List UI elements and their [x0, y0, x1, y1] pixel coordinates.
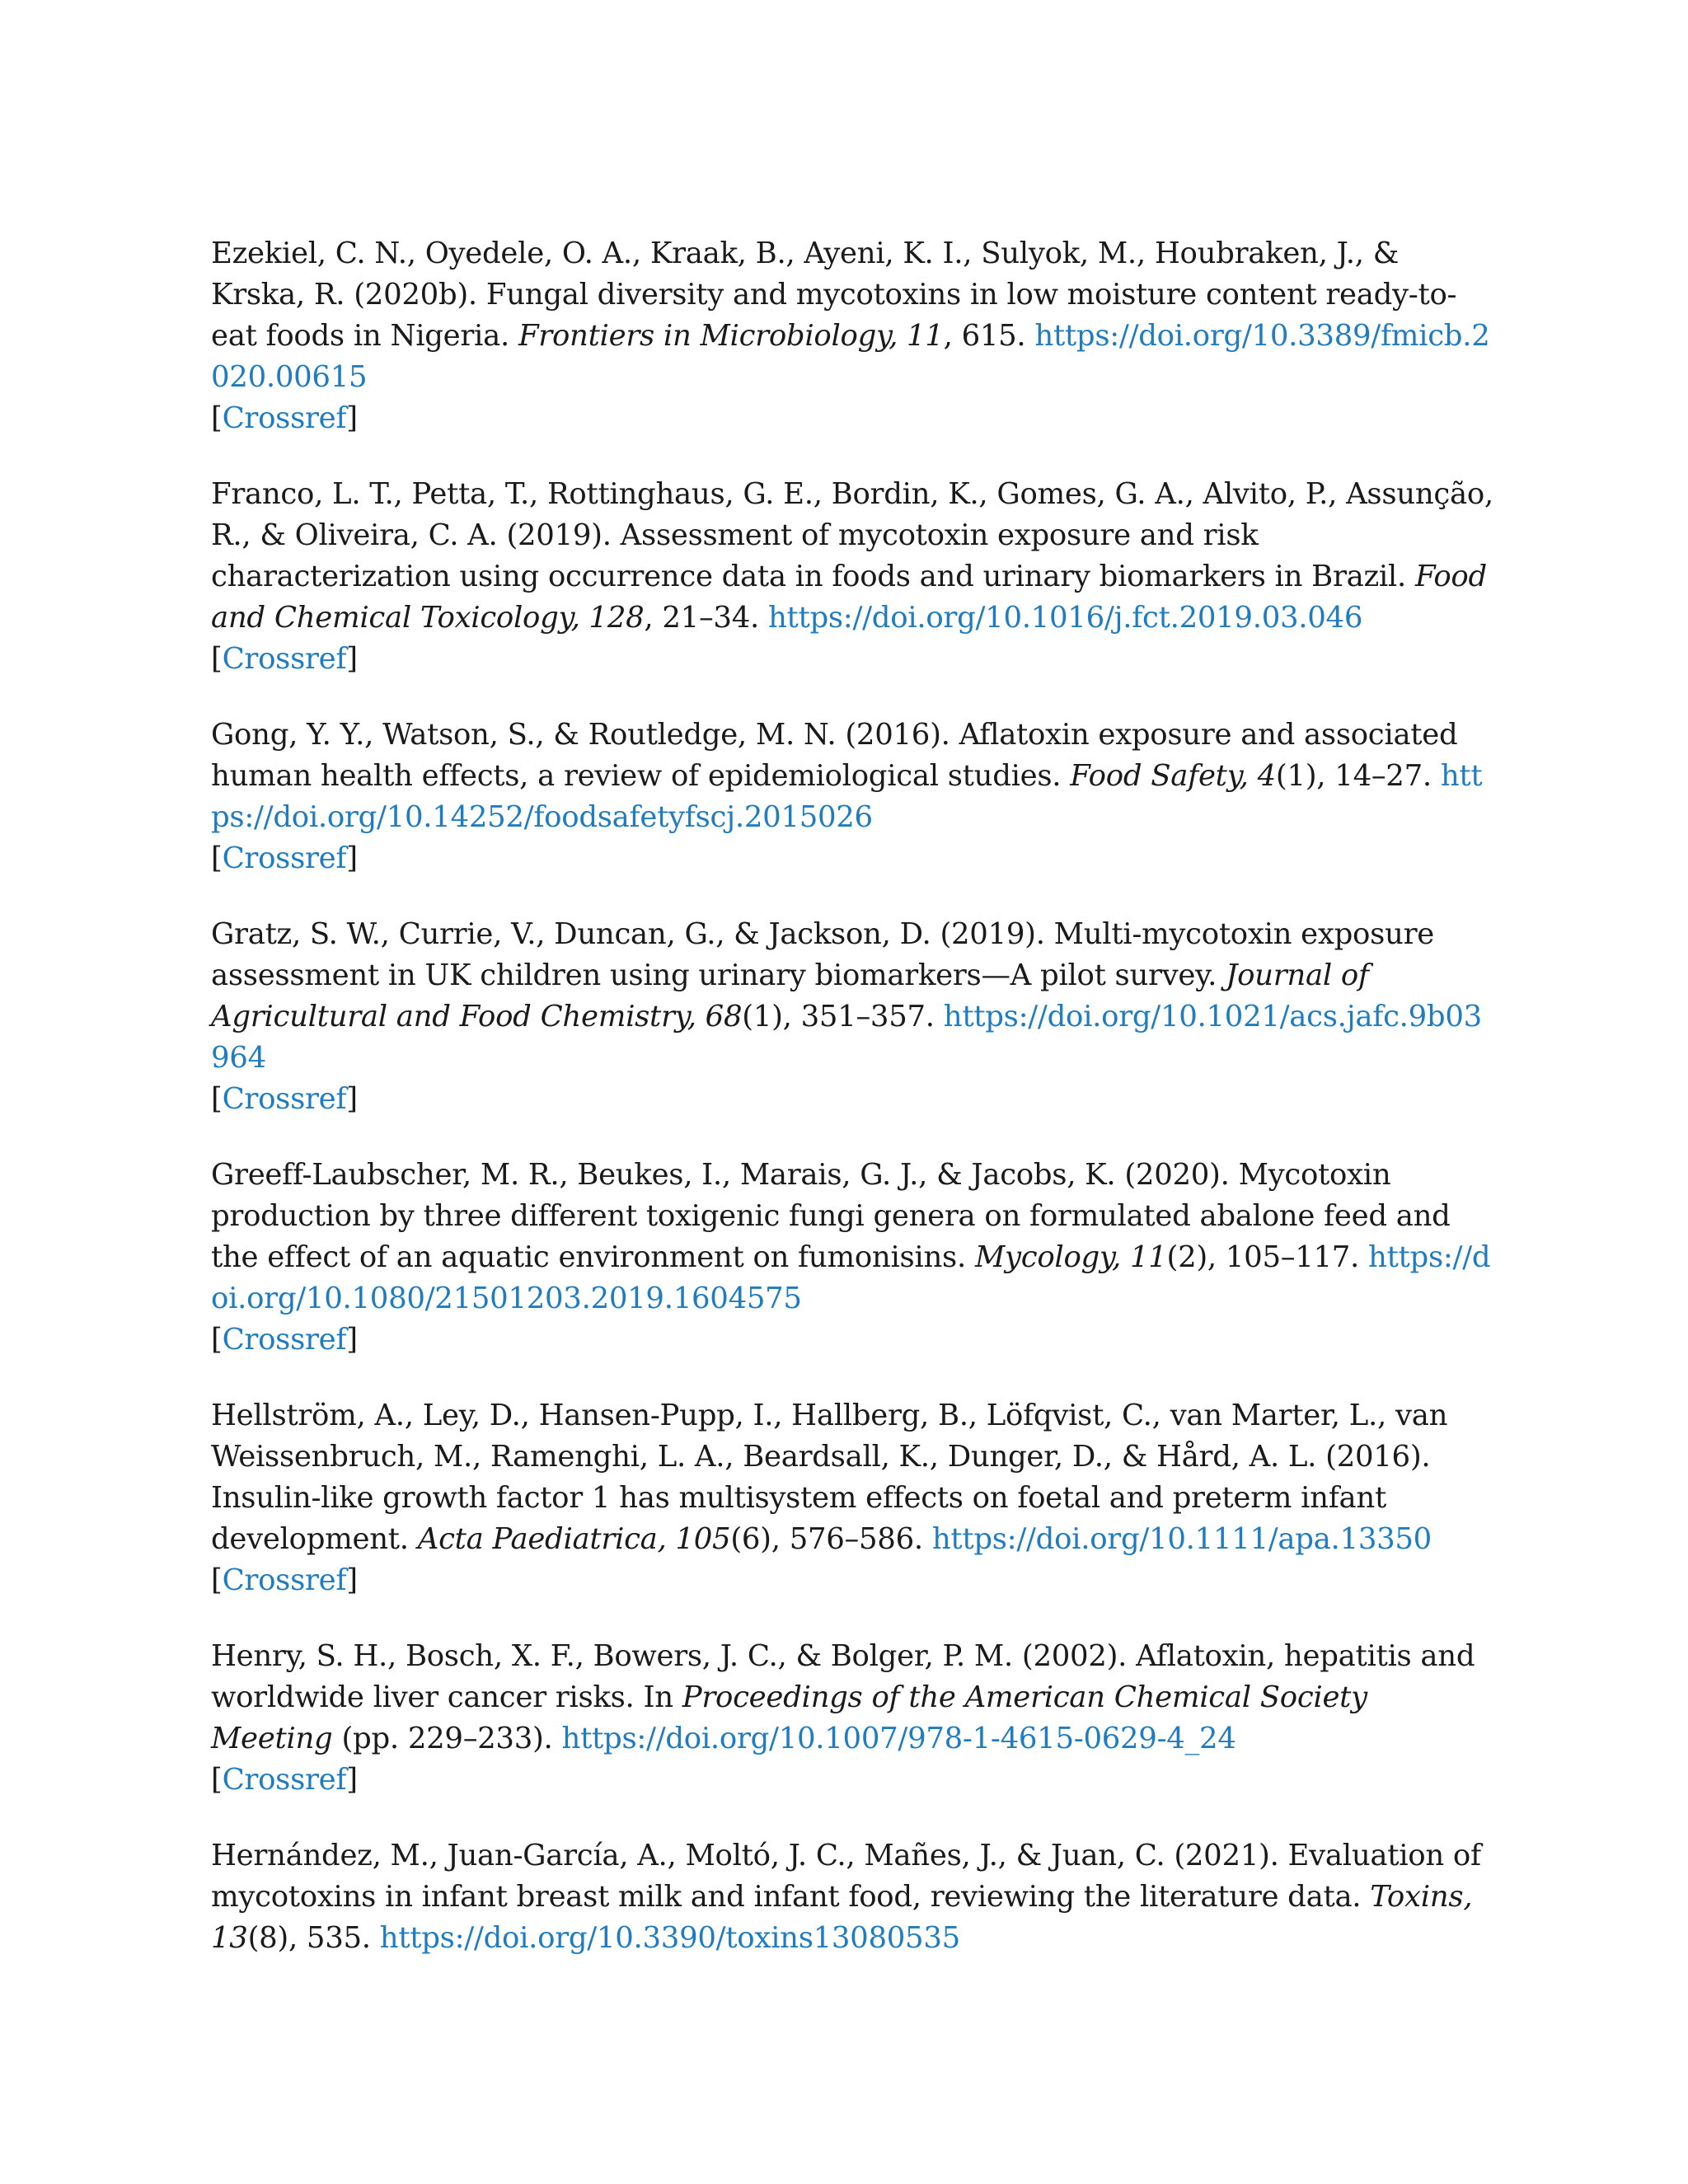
reference-text: Gratz, S. W., Currie, V., Duncan, G., & Jackson, D. (2019). Multi-mycotoxin exposure assessment in UK children using urinary biomarkers—A pilot survey. — [211, 917, 1434, 992]
reference-entry — [211, 233, 1497, 439]
doi-link[interactable]: https://doi.org/10.1111/apa.13350 — [931, 1522, 1432, 1556]
reference-entry — [211, 1155, 1497, 1361]
reference-volume: (6), 576–586. — [730, 1522, 932, 1556]
doi-link[interactable]: https://doi.org/10.14252/foodsafetyfscj.2015026 — [211, 759, 1483, 834]
crossref-line: [Crossref] — [211, 1763, 358, 1797]
reference-volume: (8), 535. — [247, 1921, 380, 1955]
crossref-link[interactable]: Crossref — [222, 1563, 347, 1597]
reference-text: Greeff-Laubscher, M. R., Beukes, I., Marais, G. J., & Jacobs, K. (2020). Mycotoxin production by three different toxigenic fungi genera on formulated abalone feed and the effect of an aquatic environment on fumonisins. — [211, 1158, 1451, 1274]
crossref-line: [Crossref] — [211, 401, 358, 435]
journal-title: Proceedings of the American Chemical Society Meeting — [211, 1680, 1367, 1755]
reference-entry — [211, 715, 1497, 879]
crossref-link[interactable]: Crossref — [222, 642, 347, 676]
journal-title: Mycology, 11 — [974, 1240, 1167, 1274]
crossref-link[interactable]: Crossref — [222, 1763, 347, 1797]
journal-title: Toxins, 13 — [211, 1880, 1473, 1955]
crossref-link[interactable]: Crossref — [222, 841, 347, 875]
crossref-link[interactable]: Crossref — [222, 401, 347, 435]
reference-entry — [211, 1636, 1497, 1801]
reference-entry — [211, 1395, 1497, 1601]
journal-title: Journal of Agricultural and Food Chemistry, 68 — [211, 958, 1369, 1033]
reference-text: Hellström, A., Ley, D., Hansen-Pupp, I., Hallberg, B., Löfqvist, C., van Marter, L., van Weissenbruch, M., Ramenghi, L. A., Beardsall, K., Dunger, D., & Hård, A. L. (2016). Insulin-like growth factor 1 has multisystem effects on foetal and preterm infant development. — [211, 1399, 1448, 1556]
reference-volume: , 615. — [943, 319, 1035, 353]
crossref-line: [Crossref] — [211, 1082, 358, 1116]
doi-link[interactable]: https://doi.org/10.1021/acs.jafc.9b03964 — [211, 1000, 1482, 1075]
reference-volume: (1), 351–357. — [742, 1000, 944, 1033]
reference-volume: (pp. 229–233). — [332, 1722, 562, 1755]
reference-text: Henry, S. H., Bosch, X. F., Bowers, J. C., & Bolger, P. M. (2002). Aflatoxin, hepatitis and worldwide liver cancer risks. In — [211, 1639, 1475, 1714]
crossref-line: [Crossref] — [211, 642, 358, 676]
doi-link[interactable]: https://doi.org/10.3390/toxins13080535 — [379, 1921, 960, 1955]
crossref-line: [Crossref] — [211, 1323, 358, 1357]
reference-text: Hernández, M., Juan-García, A., Moltó, J. C., Mañes, J., & Juan, C. (2021). Evaluation of mycotoxins in infant breast milk and infant food, reviewing the literature data. — [211, 1839, 1481, 1914]
reference-entry — [211, 1835, 1497, 1959]
crossref-line: [Crossref] — [211, 1563, 358, 1597]
journal-title: Food Safety, 4 — [1070, 759, 1276, 793]
doi-link[interactable]: https://doi.org/10.1080/21501203.2019.1604575 — [211, 1240, 1491, 1315]
crossref-link[interactable]: Crossref — [222, 1323, 347, 1357]
reference-text: Ezekiel, C. N., Oyedele, O. A., Kraak, B., Ayeni, K. I., Sulyok, M., Houbraken, J., & Krska, R. (2020b). Fungal diversity and mycotoxins in low moisture content ready-to-eat foods in Nigeria. — [211, 237, 1457, 353]
reference-volume: , 21–34. — [644, 601, 768, 635]
reference-text: Gong, Y. Y., Watson, S., & Routledge, M. N. (2016). Aflatoxin exposure and associated human health effects, a review of epidemiological studies. — [211, 718, 1458, 793]
reference-volume: (2), 105–117. — [1166, 1240, 1369, 1274]
journal-title: Food and Chemical Toxicology, 128 — [211, 560, 1487, 635]
crossref-line: [Crossref] — [211, 841, 358, 875]
reference-text: Franco, L. T., Petta, T., Rottinghaus, G. E., Bordin, K., Gomes, G. A., Alvito, P., Assunção, R., & Oliveira, C. A. (2019). Assessment of mycotoxin exposure and risk characterization using occurrence data in foods and urinary biomarkers in Brazil. — [211, 477, 1493, 593]
crossref-link[interactable]: Crossref — [222, 1082, 347, 1116]
doi-link[interactable]: https://doi.org/10.1007/978-1-4615-0629-4_24 — [561, 1722, 1236, 1755]
reference-volume: (1), 14–27. — [1275, 759, 1441, 793]
doi-link[interactable]: https://doi.org/10.1016/j.fct.2019.03.046 — [767, 601, 1363, 635]
reference-entry — [211, 914, 1497, 1120]
journal-title: Acta Paediatrica, 105 — [417, 1522, 731, 1556]
journal-title: Frontiers in Microbiology, 11 — [518, 319, 944, 353]
reference-list — [211, 233, 1497, 1994]
reference-entry — [211, 474, 1497, 680]
doi-link[interactable]: https://doi.org/10.3389/fmicb.2020.00615 — [211, 319, 1490, 394]
